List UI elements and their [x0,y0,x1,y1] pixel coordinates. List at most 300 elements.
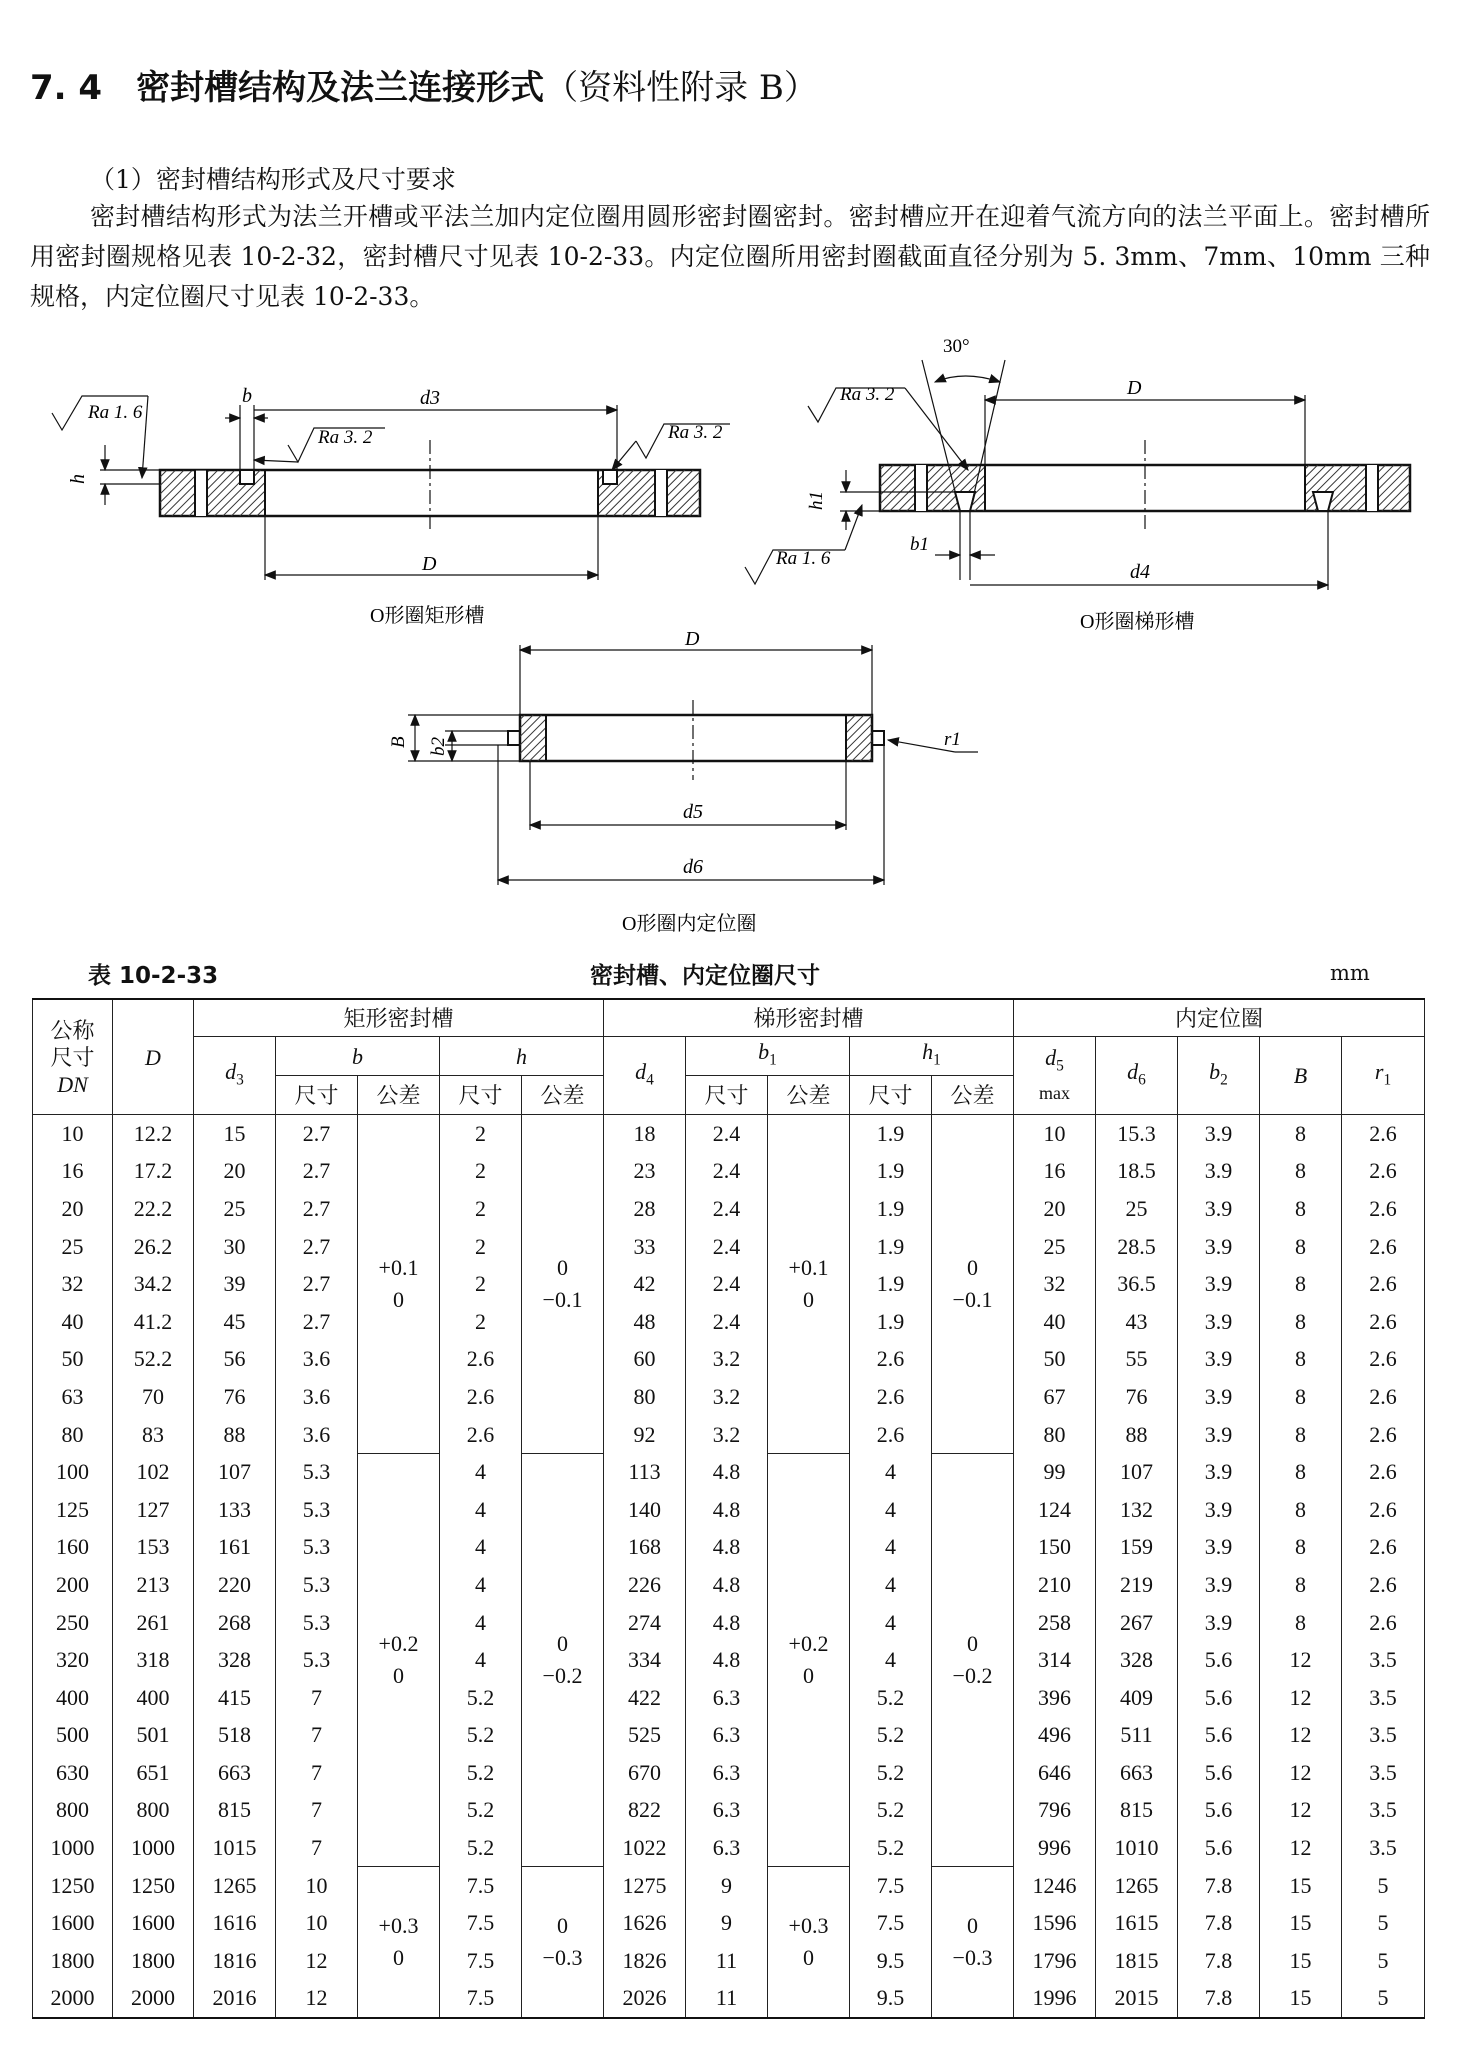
table-cell: 7.8 [1178,1867,1260,1905]
table-cell: 7.5 [440,1904,522,1942]
table-cell: 83 [113,1416,194,1454]
table-cell: 2.6 [1342,1378,1425,1416]
table-cell: 7 [276,1792,358,1830]
tolerance-cell: +0.3 0 [768,1867,850,2018]
trap-dim-b1: b1 [910,534,929,555]
table-cell: 12 [1260,1679,1342,1717]
tolerance-cell: +0.2 0 [358,1453,440,1867]
ring-dim-b2: b2 [428,737,449,756]
table-cell: 26.2 [113,1228,194,1266]
trap-ra-bottom: Ra 1. 6 [776,548,831,569]
table-row [33,1153,1425,1191]
table-cell: 9 [686,1904,768,1942]
tolerance-cell: 0 −0.3 [932,1867,1014,2018]
table-cell: 10 [276,1867,358,1905]
table-cell: 50 [1014,1341,1096,1379]
table-cell: 8 [1260,1416,1342,1454]
table-cell: 219 [1096,1566,1178,1604]
table-cell: 274 [604,1604,686,1642]
table-cell: 12 [1260,1641,1342,1679]
table-cell: 5.6 [1178,1754,1260,1792]
table-cell: 1265 [194,1867,276,1905]
table-unit: mm [1330,961,1370,985]
table-cell: 33 [604,1228,686,1266]
table-cell: 6.3 [686,1829,768,1867]
table-row [33,1190,1425,1228]
table-cell: 1250 [33,1867,113,1905]
table-cell: 1250 [113,1867,194,1905]
table-cell: 159 [1096,1529,1178,1567]
rect-ra-mid: Ra 3. 2 [318,427,373,448]
table-cell: 1265 [1096,1867,1178,1905]
table-cell: 2 [440,1228,522,1266]
table-cell: 2.6 [440,1378,522,1416]
table-row [33,1265,1425,1303]
table-cell: 3.2 [686,1341,768,1379]
table-cell: 200 [33,1566,113,1604]
table-cell: 1596 [1014,1904,1096,1942]
table-cell: 18.5 [1096,1153,1178,1191]
table-cell: 9 [686,1867,768,1905]
table-cell: 258 [1014,1604,1096,1642]
table-cell: 2.6 [1342,1190,1425,1228]
section-title: 密封槽结构及法兰连接形式 [136,68,545,108]
table-cell: 815 [1096,1792,1178,1830]
table-cell: 8 [1260,1303,1342,1341]
table-cell: 5.2 [850,1829,932,1867]
table-cell: 2.6 [1342,1529,1425,1567]
table-cell: 213 [113,1566,194,1604]
col-b1-header: $b_1$ [686,1037,850,1076]
table-cell: 3.9 [1178,1491,1260,1529]
table-cell: 2 [440,1115,522,1153]
table-cell: 4 [440,1604,522,1642]
table-cell: 7 [276,1754,358,1792]
tolerance-cell: 0 −0.1 [932,1115,1014,1454]
trap-dim-D: D [1127,377,1142,399]
table-cell: 400 [113,1679,194,1717]
table-cell: 396 [1014,1679,1096,1717]
section-number: 7. 4 [30,68,103,108]
table-cell: 41.2 [113,1303,194,1341]
rect-dim-b: b [242,385,252,407]
table-cell: 25 [33,1228,113,1266]
table-cell: 36.5 [1096,1265,1178,1303]
table-row [33,1980,1425,2019]
table-cell: 100 [33,1453,113,1491]
table-cell: 125 [33,1491,113,1529]
table-cell: 663 [194,1754,276,1792]
table-cell: 2.6 [1342,1416,1425,1454]
col-b2-header: $b_2$ [1178,1037,1260,1115]
col-D-header: D [113,999,194,1115]
table-cell: 16 [1014,1153,1096,1191]
table-title: 密封槽、内定位圈尺寸 [590,963,820,989]
table-cell: 30 [194,1228,276,1266]
table-cell: 1796 [1014,1942,1096,1980]
table-cell: 12 [1260,1829,1342,1867]
table-cell: 4 [440,1566,522,1604]
table-cell: 511 [1096,1717,1178,1755]
table-cell: 815 [194,1792,276,1830]
rect-dim-d3: d3 [420,387,440,409]
table-cell: 52.2 [113,1341,194,1379]
table-cell: 334 [604,1641,686,1679]
table-cell: 1815 [1096,1942,1178,1980]
table-cell: 5.2 [440,1754,522,1792]
table-row [33,1717,1425,1755]
table-cell: 92 [604,1416,686,1454]
table-cell: 5.6 [1178,1641,1260,1679]
table-cell: 3.9 [1178,1265,1260,1303]
table-cell: 70 [113,1378,194,1416]
ring-dim-B: B [388,736,409,748]
table-cell: 5.2 [850,1754,932,1792]
table-cell: 8 [1260,1341,1342,1379]
tolerance-cell: 0 −0.2 [522,1453,604,1867]
table-cell: 1.9 [850,1115,932,1153]
ring-dim-r1: r1 [944,729,961,750]
table-cell: 15.3 [1096,1115,1178,1153]
table-cell: 2.4 [686,1115,768,1153]
table-cell: 102 [113,1453,194,1491]
table-cell: 2 [440,1153,522,1191]
table-cell: 800 [113,1792,194,1830]
col-d5-header: $d_5$ max [1014,1037,1096,1115]
table-cell: 12 [1260,1717,1342,1755]
table-row [33,1942,1425,1980]
table-cell: 3.6 [276,1378,358,1416]
ring-dim-d6: d6 [683,856,703,878]
table-cell: 1826 [604,1942,686,1980]
table-cell: 168 [604,1529,686,1567]
table-cell: 4 [850,1491,932,1529]
table-cell: 4.8 [686,1529,768,1567]
table-cell: 3.9 [1178,1529,1260,1567]
table-cell: 5 [1342,1867,1425,1905]
table-cell: 5.6 [1178,1829,1260,1867]
table-cell: 3.9 [1178,1566,1260,1604]
table-cell: 5.3 [276,1453,358,1491]
table-cell: 2.6 [850,1416,932,1454]
table-cell: 9.5 [850,1942,932,1980]
table-cell: 40 [1014,1303,1096,1341]
table-cell: 7.5 [850,1904,932,1942]
table-cell: 2026 [604,1980,686,2019]
table-row [33,1566,1425,1604]
table-body [33,1115,1425,2019]
table-cell: 328 [1096,1641,1178,1679]
table-cell: 2000 [113,1980,194,2019]
table-cell: 8 [1260,1566,1342,1604]
table-cell: 28.5 [1096,1228,1178,1266]
trap-group-header: 梯形密封槽 [604,999,1014,1037]
tolerance-cell: +0.1 0 [358,1115,440,1454]
table-cell: 2.4 [686,1228,768,1266]
table-cell: 60 [604,1341,686,1379]
table-cell: 5 [1342,1904,1425,1942]
table-cell: 11 [686,1942,768,1980]
body-paragraph: 密封槽结构形式为法兰开槽或平法兰加内定位圈用圆形密封圈密封。密封槽应开在迎着气流方向的法兰平面上。密封槽所用密封圈规格见表 10-2-32，密封槽尺寸见表 10-2-33。内定位圈所用密封圈截面直径分别为 5. 3mm、7mm、10mm 三种规格，内定位圈尺寸见表 10-2-33。 [30,202,1430,311]
table-cell: 670 [604,1754,686,1792]
table-cell: 1275 [604,1867,686,1905]
table-cell: 140 [604,1491,686,1529]
table-cell: 1800 [33,1942,113,1980]
table-cell: 318 [113,1641,194,1679]
table-cell: 7 [276,1717,358,1755]
table-cell: 88 [1096,1416,1178,1454]
h-tol-header: 公差 [522,1076,604,1115]
table-row [33,1679,1425,1717]
ring-group-header: 内定位圈 [1014,999,1425,1037]
table-cell: 8 [1260,1378,1342,1416]
table-cell: 2 [440,1190,522,1228]
col-dn-header [33,999,113,1115]
table-cell: 5.3 [276,1604,358,1642]
table-cell: 5.2 [440,1679,522,1717]
table-cell: 3.5 [1342,1792,1425,1830]
table-cell: 10 [33,1115,113,1153]
rect-group-header: 矩形密封槽 [194,999,604,1037]
table-cell: 67 [1014,1378,1096,1416]
table-cell: 161 [194,1529,276,1567]
section-note: （资料性附录 B） [544,68,818,108]
table-cell: 7.5 [440,1867,522,1905]
table-cell: 22.2 [113,1190,194,1228]
table-cell: 3.9 [1178,1604,1260,1642]
table-cell: 1022 [604,1829,686,1867]
table-cell: 55 [1096,1341,1178,1379]
table-cell: 6.3 [686,1792,768,1830]
table-cell: 3.6 [276,1416,358,1454]
table-cell: 2.6 [1342,1153,1425,1191]
table-cell: 220 [194,1566,276,1604]
table-cell: 5.3 [276,1566,358,1604]
table-cell: 8 [1260,1529,1342,1567]
table-cell: 8 [1260,1604,1342,1642]
table-cell: 518 [194,1717,276,1755]
table-cell: 2.4 [686,1190,768,1228]
table-cell: 5.2 [440,1829,522,1867]
table-cell: 2000 [33,1980,113,2019]
table-cell: 320 [33,1641,113,1679]
col-d3-header: $d_3$ [194,1037,276,1115]
table-cell: 1246 [1014,1867,1096,1905]
table-cell: 646 [1014,1754,1096,1792]
table-row [33,1754,1425,1792]
table-cell: 99 [1014,1453,1096,1491]
table-label: 表 10-2-33 [88,963,219,989]
h1-size-header: 尺寸 [850,1076,932,1115]
table-cell: 2015 [1096,1980,1178,2019]
ring-drawing [408,645,978,885]
table-cell: 2.6 [1342,1604,1425,1642]
col-h1-header: $h_1$ [850,1037,1014,1076]
table-row [33,1453,1425,1491]
table-cell: 2.6 [1342,1228,1425,1266]
col-b-header: b [276,1037,440,1076]
table-cell: 9.5 [850,1980,932,2019]
table-cell: 501 [113,1717,194,1755]
subheading: （1）密封槽结构形式及尺寸要求 [90,165,456,194]
table-cell: 2.6 [1342,1491,1425,1529]
table-cell: 2.6 [1342,1115,1425,1153]
table-cell: 132 [1096,1491,1178,1529]
table-cell: 43 [1096,1303,1178,1341]
table-cell: 500 [33,1717,113,1755]
rect-dim-h: h [67,474,89,484]
seal-groove-figures [0,330,1457,950]
table-cell: 5.2 [850,1717,932,1755]
table-cell: 25 [1096,1190,1178,1228]
table-cell: 2.4 [686,1265,768,1303]
table-cell: 25 [1014,1228,1096,1266]
table-cell: 1800 [113,1942,194,1980]
table-cell: 3.9 [1178,1378,1260,1416]
table-cell: 8 [1260,1491,1342,1529]
table-cell: 3.5 [1342,1754,1425,1792]
table-cell: 2.4 [686,1303,768,1341]
table-cell: 20 [194,1153,276,1191]
table-cell: 3.9 [1178,1341,1260,1379]
table-cell: 2 [440,1265,522,1303]
table-cell: 4 [850,1529,932,1567]
table-cell: 1.9 [850,1303,932,1341]
table-cell: 4.8 [686,1491,768,1529]
table-cell: 113 [604,1453,686,1491]
table-cell: 8 [1260,1115,1342,1153]
table-cell: 80 [604,1378,686,1416]
table-cell: 16 [33,1153,113,1191]
table-row [33,1491,1425,1529]
table-row [33,1604,1425,1642]
table-cell: 40 [33,1303,113,1341]
table-cell: 1010 [1096,1829,1178,1867]
table-cell: 2.7 [276,1228,358,1266]
table-cell: 3.9 [1178,1115,1260,1153]
table-cell: 8 [1260,1453,1342,1491]
tolerance-cell: 0 −0.1 [522,1115,604,1454]
h-size-header: 尺寸 [440,1076,522,1115]
table-cell: 11 [686,1980,768,2019]
rect-caption: O形圈矩形槽 [370,605,485,627]
table-cell: 2.6 [1342,1453,1425,1491]
tolerance-cell: +0.3 0 [358,1867,440,2018]
dn-line2: 尺寸 [50,1044,95,1070]
col-B-header: B [1260,1037,1342,1115]
table-cell: 8 [1260,1153,1342,1191]
table-cell: 267 [1096,1604,1178,1642]
table-cell: 663 [1096,1754,1178,1792]
table-cell: 4 [440,1491,522,1529]
table-cell: 1.9 [850,1190,932,1228]
table-cell: 45 [194,1303,276,1341]
table-cell: 80 [33,1416,113,1454]
table-cell: 15 [1260,1904,1342,1942]
col-d4-header: $d_4$ [604,1037,686,1115]
table-cell: 3.9 [1178,1303,1260,1341]
table-cell: 1996 [1014,1980,1096,2019]
table-row [33,1867,1425,1905]
table-cell: 28 [604,1190,686,1228]
table-cell: 6.3 [686,1754,768,1792]
table-cell: 23 [604,1153,686,1191]
table-cell: 2.7 [276,1115,358,1153]
col-h-header: h [440,1037,604,1076]
table-cell: 153 [113,1529,194,1567]
ring-dim-d5: d5 [683,801,703,823]
table-cell: 5.6 [1178,1717,1260,1755]
table-cell: 7.8 [1178,1980,1260,2019]
table-cell: 12 [276,1980,358,2019]
table-cell: 50 [33,1341,113,1379]
table-cell: 32 [33,1265,113,1303]
table-cell: 2.6 [440,1416,522,1454]
table-cell: 1.9 [850,1153,932,1191]
table-cell: 7.8 [1178,1904,1260,1942]
table-cell: 3.9 [1178,1190,1260,1228]
trap-angle: 30° [943,336,970,357]
table-cell: 2.6 [440,1341,522,1379]
ring-dim-D: D [685,628,700,650]
table-cell: 12 [1260,1792,1342,1830]
table-row [33,1416,1425,1454]
table-cell: 80 [1014,1416,1096,1454]
trap-dim-h1: h1 [806,491,827,510]
rect-ra-right: Ra 3. 2 [668,422,723,443]
table-cell: 651 [113,1754,194,1792]
table-cell: 133 [194,1491,276,1529]
table-cell: 2.6 [1342,1566,1425,1604]
table-row [33,1641,1425,1679]
table-cell: 1.9 [850,1228,932,1266]
table-cell: 4 [850,1566,932,1604]
table-cell: 32 [1014,1265,1096,1303]
table-cell: 1015 [194,1829,276,1867]
rect-dim-D: D [422,553,437,575]
table-cell: 4.8 [686,1566,768,1604]
table-cell: 12 [1260,1754,1342,1792]
trap-dim-d4: d4 [1130,561,1150,583]
table-cell: 2.6 [850,1378,932,1416]
table-cell: 3.5 [1342,1717,1425,1755]
table-cell: 2 [440,1303,522,1341]
table-cell: 15 [1260,1980,1342,2019]
table-cell: 42 [604,1265,686,1303]
table-cell: 2016 [194,1980,276,2019]
table-cell: 107 [1096,1453,1178,1491]
table-cell: 5.2 [850,1679,932,1717]
table-cell: 314 [1014,1641,1096,1679]
table-cell: 4.8 [686,1453,768,1491]
table-cell: 8 [1260,1228,1342,1266]
trap-caption: O形圈梯形槽 [1080,611,1195,633]
rect-ra-left: Ra 1. 6 [88,402,143,423]
table-cell: 5.3 [276,1529,358,1567]
trap-ra-top: Ra 3. 2 [840,384,895,405]
table-cell: 5 [1342,1980,1425,2019]
table-cell: 3.6 [276,1341,358,1379]
table-cell: 76 [194,1378,276,1416]
table-cell: 7.5 [440,1980,522,2019]
table-cell: 1600 [113,1904,194,1942]
tolerance-cell: 0 −0.2 [932,1453,1014,1867]
table-cell: 7.5 [440,1942,522,1980]
table-cell: 6.3 [686,1679,768,1717]
table-cell: 2.7 [276,1190,358,1228]
rect-groove-drawing [52,396,730,580]
table-cell: 160 [33,1529,113,1567]
